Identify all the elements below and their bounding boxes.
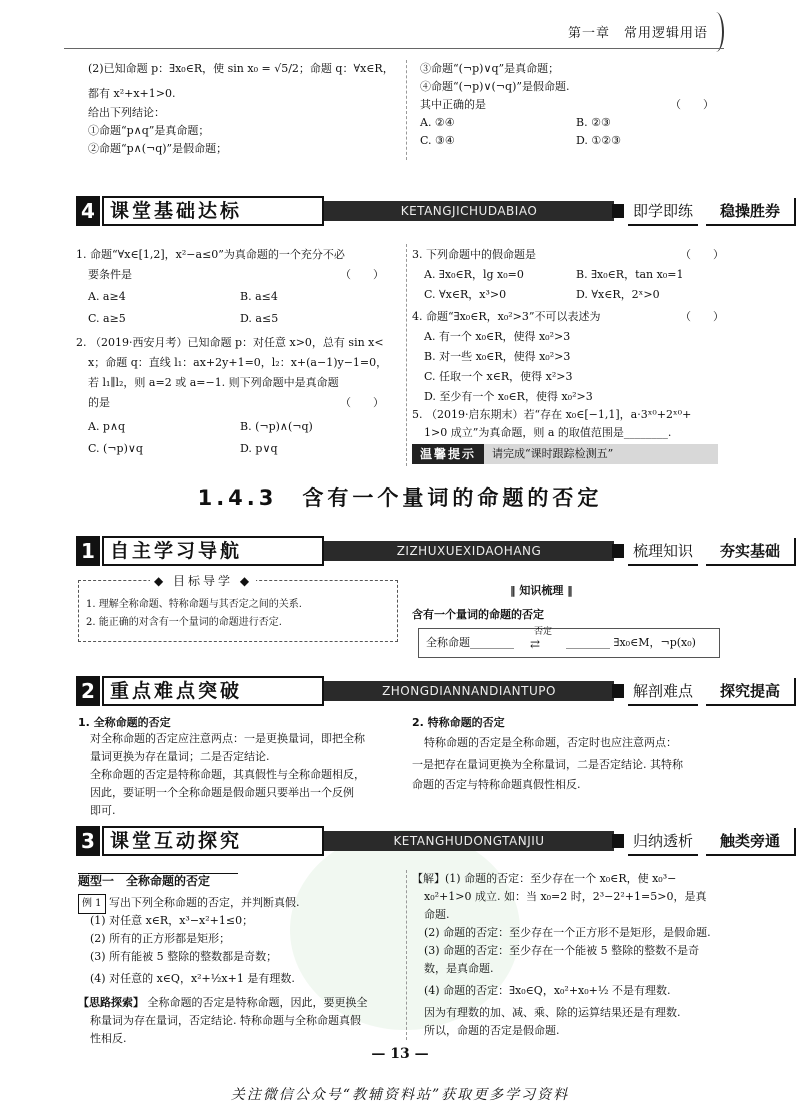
- body-line: 因此，要证明一个全称命题是假命题只要举出一个反例: [90, 786, 354, 799]
- column-divider: [406, 870, 407, 1040]
- question-line: 5. （2019·启东期末）若“存在 x₀∈[−1,1]，a·3ˣ⁰+2ˣ⁰+: [412, 408, 692, 421]
- example-line: [78, 894, 300, 914]
- example-item: (3) 所有能被 5 整除的整数都是奇数；: [90, 950, 278, 963]
- question-line: 要条件是: [88, 268, 132, 281]
- option: D. a≤5: [240, 312, 279, 325]
- option: C. (¬p)∨q: [88, 442, 143, 455]
- option: C. 任取一个 x∈R，使得 x²>3: [424, 370, 573, 383]
- option: A. ∃x₀∈R，lg x₀=0: [424, 268, 524, 281]
- top-left-line: ②命题“p∧(¬q)”是假命题；: [88, 142, 228, 155]
- section-banner-1: [76, 536, 780, 566]
- banner-tag: 探究提高: [706, 678, 796, 706]
- option: B. (¬p)∧(¬q): [240, 420, 313, 433]
- option: A. 有一个 x₀∈R，使得 x₀²>3: [424, 330, 571, 343]
- reminder-text: 请完成“课时跟踪检测五”: [492, 447, 614, 460]
- question-line: 的是: [88, 396, 110, 409]
- banner-number: 1: [76, 536, 100, 566]
- banner-tag: 解剖难点: [628, 678, 698, 706]
- body-line: 特称命题的否定是全称命题，否定时也应注意两点：: [424, 736, 677, 749]
- solution-line: 数，是真命题.: [424, 962, 494, 975]
- solution-line: 【解】(1) 命题的否定：至少存在一个 x₀∈R，使 x₀³−: [412, 872, 677, 885]
- banner-title: 自主学习导航: [102, 536, 324, 566]
- body-line: 即可.: [90, 804, 116, 817]
- solution-line: (2) 命题的否定：至少存在一个正方形不是矩形，是假命题.: [424, 926, 711, 939]
- question-line: 3. 下列命题中的假命题是: [412, 248, 536, 261]
- section-banner-2: [76, 676, 780, 706]
- banner-number: 3: [76, 826, 100, 856]
- answer-paren: （ ）: [340, 268, 384, 281]
- body-line: 量词更换为存在量词；二是否定结论.: [90, 750, 270, 763]
- banner-tag: 夯实基础: [706, 538, 796, 566]
- option: A. a≥4: [88, 290, 126, 303]
- banner-tag: 梳理知识: [628, 538, 698, 566]
- question-line: 若 l₁∥l₂，则 a=2 或 a=−1. 则下列命题中是真命题: [88, 376, 339, 389]
- banner-tag: 归纳透析: [628, 828, 698, 856]
- answer-paren: （ ）: [680, 248, 724, 261]
- banner-pinyin: ZIZHUXUEXIDAOHANG: [324, 541, 614, 561]
- example-tag: 例 1: [78, 894, 106, 914]
- section-banner-3: [76, 826, 780, 856]
- section-banner-4: [76, 196, 780, 226]
- type-title: 题型一 全称命题的否定: [78, 874, 211, 888]
- body-line: 对全称命题的否定应注意两点：一是更换量词，即把全称: [90, 732, 365, 745]
- option: C. ③④: [420, 134, 455, 147]
- banner-pinyin: ZHONGDIANNANDIANTUPO: [324, 681, 614, 701]
- option: D. p∨q: [240, 442, 278, 455]
- top-right-line: 其中正确的是: [420, 98, 486, 111]
- header-curve: [708, 12, 724, 52]
- goal-item: 1. 理解全称命题、特称命题与其否定之间的关系.: [86, 599, 302, 610]
- page-number: — 13 —: [371, 1046, 429, 1062]
- knowledge-left: 全称命题________: [426, 636, 514, 649]
- banner-pinyin: KETANGJICHUDABIAO: [324, 201, 614, 221]
- knowledge-right: ________ ∃x₀∈M，¬p(x₀): [566, 636, 696, 649]
- chapter-header: 第一章 常用逻辑用语: [567, 26, 708, 41]
- example-item: (1) 对任意 x∈R，x³−x²+1≤0；: [90, 914, 254, 927]
- banner-tag: 触类旁通: [706, 828, 796, 856]
- body-line: 一是把存在量词更换为全称量词，二是否定结论. 其特称: [412, 758, 683, 771]
- column-divider: [406, 244, 407, 466]
- thinking-line: [78, 994, 368, 1012]
- solution-line: (4) 命题的否定：∃x₀∈Q，x₀²+x₀+½ 不是有理数.: [424, 984, 671, 997]
- banner-square: [612, 544, 624, 558]
- answer-paren: （ ）: [340, 396, 384, 409]
- question-line: 2. （2019·西安月考）已知命题 p：对任意 x>0，总有 sin x<: [76, 336, 384, 349]
- thinking-text: 称量词为存在量词，否定结论. 特称命题与全称命题真假: [90, 1014, 361, 1027]
- option: B. ∃x₀∈R，tan x₀=1: [576, 268, 684, 281]
- body-line: 命题的否定与特称命题真假性相反.: [412, 778, 581, 791]
- solution-line: (3) 命题的否定：至少存在一个能被 5 整除的整数不是奇: [424, 944, 700, 957]
- knowledge-subtitle: 含有一个量词的命题的否定: [412, 608, 544, 621]
- option: C. ∀x∈R，x³>0: [424, 288, 507, 301]
- banner-square: [612, 834, 624, 848]
- option: C. a≥5: [88, 312, 126, 325]
- goal-item: 2. 能正确的对含有一个量词的命题进行否定.: [86, 617, 282, 628]
- top-left-line: (2)已知命题 p：∃x₀∈R，使 sin x₀ = √5/2；命题 q：∀x∈R，: [88, 62, 394, 75]
- top-left-line: 给出下列结论：: [88, 106, 165, 119]
- option: B. a≤4: [240, 290, 278, 303]
- footer-note: 关注微信公众号“教辅资料站”获取更多学习资料: [230, 1087, 570, 1103]
- example-item: (2) 所有的正方形都是矩形；: [90, 932, 231, 945]
- goals-heading: ◆ 目标导学 ◆: [150, 572, 256, 589]
- banner-title: 课堂互动探究: [102, 826, 324, 856]
- example-item: (4) 对任意的 x∈Q，x²+½x+1 是有理数.: [90, 972, 295, 985]
- answer-paren: （ ）: [670, 98, 714, 111]
- question-line: 1>0 成立”为真命题，则 a 的取值范围是________.: [424, 426, 672, 439]
- top-right-line: ④命题“(¬p)∨(¬q)”是假命题.: [420, 80, 570, 93]
- reminder-label: 温馨提示: [412, 444, 484, 464]
- header-rule: [64, 48, 724, 49]
- option: B. ②③: [576, 116, 611, 129]
- banner-square: [612, 684, 624, 698]
- subsection-heading: 1. 全称命题的否定: [78, 716, 171, 729]
- section-title: 1.4.3 含有一个量词的命题的否定: [197, 486, 603, 510]
- example-text: 写出下列全称命题的否定，并判断真假.: [109, 896, 300, 909]
- subsection-heading: 2. 特称命题的否定: [412, 716, 505, 729]
- type-title-underline: [78, 873, 238, 874]
- solution-line: 因为有理数的加、减、乘、除的运算结果还是有理数.: [424, 1006, 681, 1019]
- solution-line: 命题.: [424, 908, 450, 921]
- option: B. 对一些 x₀∈R，使得 x₀²>3: [424, 350, 571, 363]
- question-line: 4. 命题“∃x₀∈R，x₀²>3”不可以表述为: [412, 310, 601, 323]
- option: D. 至少有一个 x₀∈R，使得 x₀²>3: [424, 390, 593, 403]
- thinking-text: 性相反.: [90, 1032, 127, 1045]
- top-left-line: 都有 x²+x+1>0.: [88, 87, 176, 100]
- banner-tag: 稳操胜券: [706, 198, 796, 226]
- body-line: 全称命题的否定是特称命题，其真假性与全称命题相反，: [90, 768, 365, 781]
- option: D. ①②③: [576, 134, 622, 147]
- banner-pinyin: KETANGHUDONGTANJIU: [324, 831, 614, 851]
- top-left-line: ①命题“p∧q”是真命题；: [88, 124, 210, 137]
- option: A. p∧q: [88, 420, 126, 433]
- thinking-label: 【思路探索】: [78, 996, 144, 1009]
- top-right-line: ③命题“(¬p)∨q”是真命题；: [420, 62, 560, 75]
- banner-number: 2: [76, 676, 100, 706]
- knowledge-heading: ‖ 知识梳理 ‖: [510, 584, 573, 597]
- column-divider: [406, 60, 407, 160]
- reminder-bar: [412, 444, 718, 464]
- thinking-text: 全称命题的否定是特称命题，因此，要更换全: [147, 996, 368, 1009]
- option: A. ②④: [420, 116, 455, 129]
- bidirectional-arrow-icon: ⇄: [530, 637, 541, 651]
- banner-tag: 即学即练: [628, 198, 698, 226]
- banner-square: [612, 204, 624, 218]
- answer-paren: （ ）: [680, 310, 724, 323]
- banner-number: 4: [76, 196, 100, 226]
- negation-label: 否定: [534, 627, 553, 637]
- option: D. ∀x∈R，2ˣ>0: [576, 288, 660, 301]
- banner-title: 重点难点突破: [102, 676, 324, 706]
- question-line: 1. 命题“∀x∈[1,2]，x²−a≤0”为真命题的一个充分不必: [76, 248, 345, 261]
- banner-title: 课堂基础达标: [102, 196, 324, 226]
- solution-line: 所以，命题的否定是假命题.: [424, 1024, 560, 1037]
- solution-line: x₀²+1>0 成立. 如：当 x₀=2 时，2³−2²+1=5>0，是真: [424, 890, 707, 903]
- question-line: x；命题 q：直线 l₁：ax+2y+1=0，l₂：x+(a−1)y−1=0，: [88, 356, 388, 369]
